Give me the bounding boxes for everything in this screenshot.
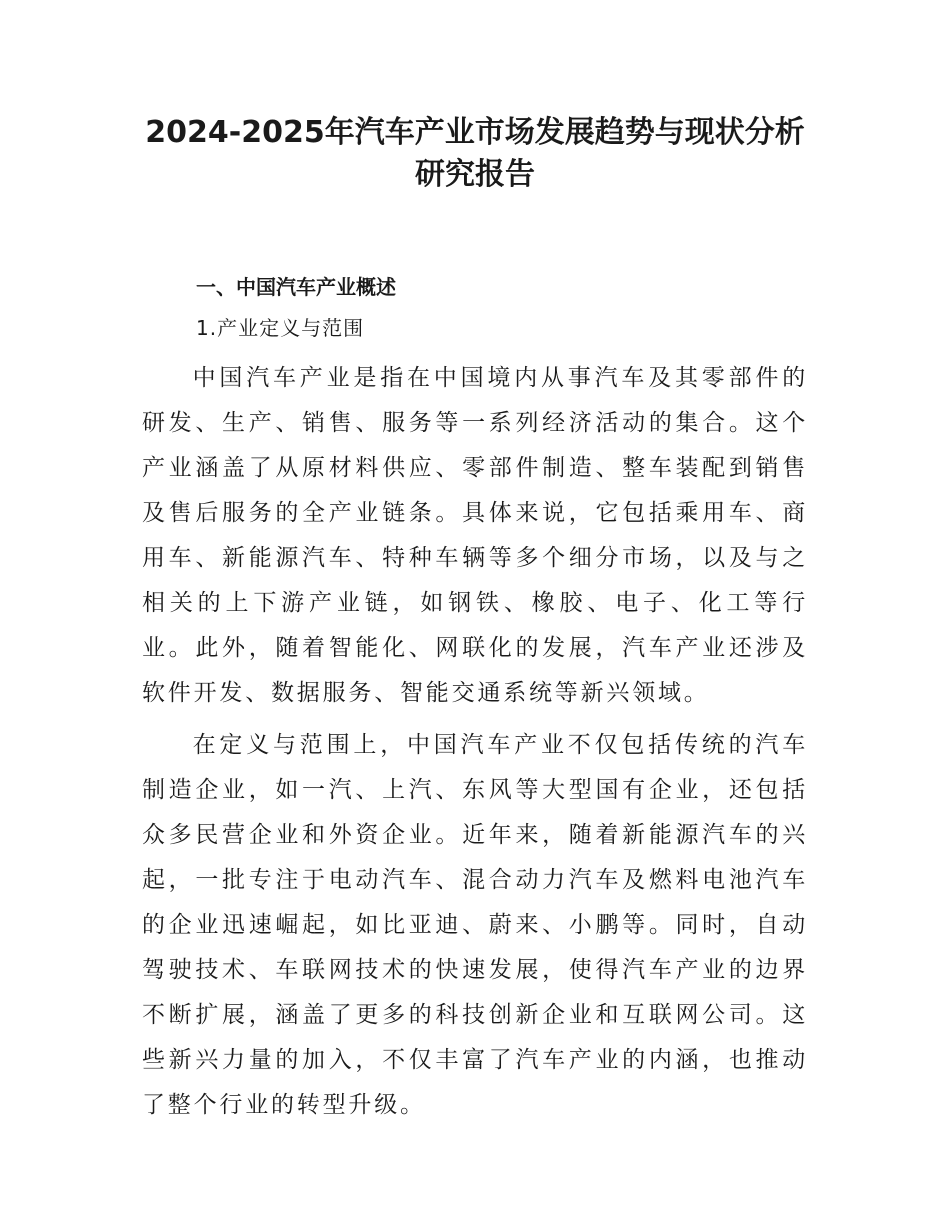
subsection-heading: 1.产业定义与范围 (196, 316, 365, 340)
document-title-line-1: 2024-2025年汽车产业市场发展趋势与现状分析 (145, 115, 805, 150)
body-paragraph-2: 在定义与范围上，中国汽车产业不仅包括传统的汽车制造企业，如一汽、上汽、东风等大型国有企业，还包括众多民营企业和外资企业。近年来，随着新能源汽车的兴起，一批专注于电动汽车、混合动力汽车及燃料电池汽车的企业迅速崛起，如比亚迪、蔚来、小鹏等。同时，自动驾驶技术、车联网技术的快速发展，使得汽车产业的边界不断扩展，涵盖了更多的科技创新企业和互联网公司。这些新兴力量的加入，不仅丰富了汽车产业的内涵，也推动了整个行业的转型升级。 (142, 732, 808, 1118)
section-heading: 一、中国汽车产业概述 (196, 275, 396, 299)
body-paragraph-1: 中国汽车产业是指在中国境内从事汽车及其零部件的研发、生产、销售、服务等一系列经济活动的集合。这个产业涵盖了从原材料供应、零部件制造、整车装配到销售及售后服务的全产业链条。具体来说，它包括乘用车、商用车、新能源汽车、特种车辆等多个细分市场，以及与之相关的上下游产业链，如钢铁、橡胶、电子、化工等行业。此外，随着智能化、网联化的发展，汽车产业还涉及软件开发、数据服务、智能交通系统等新兴领域。 (142, 365, 808, 706)
document-title-line-2: 研究报告 (415, 157, 535, 192)
